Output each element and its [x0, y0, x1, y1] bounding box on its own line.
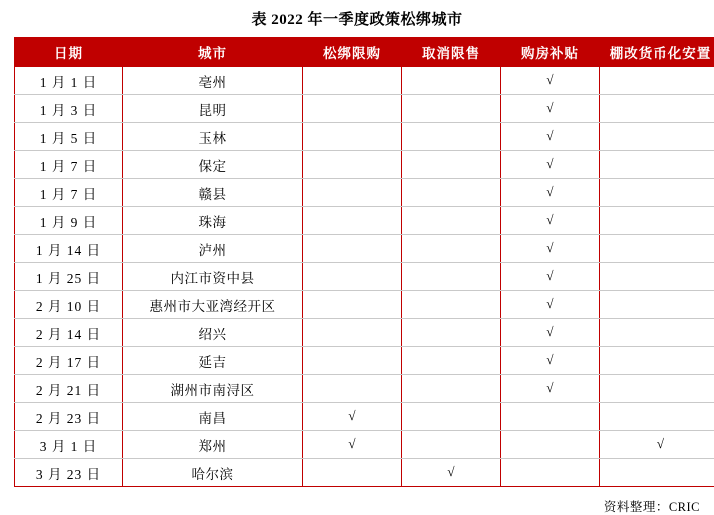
cell-date: 3 月 23 日 [15, 459, 123, 487]
cell-city: 郑州 [123, 431, 303, 459]
check-mark-icon: √ [546, 73, 553, 86]
cell-city: 保定 [123, 151, 303, 179]
table-row [15, 67, 714, 95]
cell-date: 1 月 7 日 [15, 179, 123, 207]
table-row [15, 235, 714, 263]
cell-relax-purchase-limit [303, 95, 402, 123]
table-row [15, 263, 714, 291]
cell-relax-purchase-limit [303, 431, 402, 459]
table-row [15, 151, 714, 179]
check-mark-icon: √ [348, 409, 355, 422]
cell-cancel-sale-limit [402, 235, 501, 263]
check-mark-icon: √ [546, 269, 553, 282]
cell-relax-purchase-limit [303, 263, 402, 291]
cell-relax-purchase-limit [303, 319, 402, 347]
column-header-relax-purchase-limit: 松绑限购 [303, 38, 402, 67]
table-header [15, 38, 714, 67]
cell-purchase-subsidy [501, 235, 600, 263]
cell-city: 绍兴 [123, 319, 303, 347]
cell-cancel-sale-limit [402, 319, 501, 347]
cell-purchase-subsidy [501, 207, 600, 235]
table-row [15, 459, 714, 487]
check-mark-icon: √ [546, 297, 553, 310]
cell-shantytown-monetary-resettlement [600, 459, 714, 487]
cell-relax-purchase-limit [303, 67, 402, 95]
cell-city: 珠海 [123, 207, 303, 235]
column-header-city: 城市 [123, 38, 303, 67]
cell-city: 内江市资中县 [123, 263, 303, 291]
cell-cancel-sale-limit [402, 67, 501, 95]
cell-purchase-subsidy [501, 403, 600, 431]
cell-date: 1 月 7 日 [15, 151, 123, 179]
cell-purchase-subsidy [501, 291, 600, 319]
cell-date: 1 月 5 日 [15, 123, 123, 151]
cell-purchase-subsidy [501, 431, 600, 459]
cell-cancel-sale-limit [402, 207, 501, 235]
cell-shantytown-monetary-resettlement [600, 431, 714, 459]
cell-city: 南昌 [123, 403, 303, 431]
check-mark-icon: √ [546, 241, 553, 254]
cell-shantytown-monetary-resettlement [600, 95, 714, 123]
check-mark-icon: √ [447, 465, 454, 478]
cell-cancel-sale-limit [402, 95, 501, 123]
cell-purchase-subsidy [501, 319, 600, 347]
cell-city: 延吉 [123, 347, 303, 375]
policy-relaxation-table [14, 37, 714, 487]
check-mark-icon: √ [348, 437, 355, 450]
cell-date: 1 月 9 日 [15, 207, 123, 235]
cell-relax-purchase-limit [303, 347, 402, 375]
cell-cancel-sale-limit [402, 291, 501, 319]
cell-cancel-sale-limit [402, 151, 501, 179]
column-header-cancel-sale-limit: 取消限售 [402, 38, 501, 67]
table-row [15, 95, 714, 123]
cell-purchase-subsidy [501, 375, 600, 403]
cell-city: 昆明 [123, 95, 303, 123]
check-mark-icon: √ [546, 101, 553, 114]
cell-date: 2 月 10 日 [15, 291, 123, 319]
cell-relax-purchase-limit [303, 123, 402, 151]
cell-shantytown-monetary-resettlement [600, 123, 714, 151]
cell-shantytown-monetary-resettlement [600, 235, 714, 263]
cell-purchase-subsidy [501, 459, 600, 487]
cell-cancel-sale-limit [402, 403, 501, 431]
cell-relax-purchase-limit [303, 459, 402, 487]
cell-relax-purchase-limit [303, 151, 402, 179]
cell-date: 2 月 23 日 [15, 403, 123, 431]
table-body [15, 67, 714, 487]
cell-date: 1 月 1 日 [15, 67, 123, 95]
cell-shantytown-monetary-resettlement [600, 67, 714, 95]
cell-relax-purchase-limit [303, 179, 402, 207]
cell-cancel-sale-limit [402, 179, 501, 207]
cell-purchase-subsidy [501, 179, 600, 207]
table-row [15, 291, 714, 319]
cell-purchase-subsidy [501, 151, 600, 179]
cell-purchase-subsidy [501, 347, 600, 375]
cell-city: 哈尔滨 [123, 459, 303, 487]
check-mark-icon: √ [546, 157, 553, 170]
cell-shantytown-monetary-resettlement [600, 347, 714, 375]
table-row [15, 375, 714, 403]
table-row [15, 207, 714, 235]
column-header-date: 日期 [15, 38, 123, 67]
source-note: 资料整理：CRIC [14, 497, 700, 515]
page-title: 表 2022 年一季度政策松绑城市 [14, 8, 700, 29]
check-mark-icon: √ [546, 353, 553, 366]
cell-city: 湖州市南浔区 [123, 375, 303, 403]
cell-city: 玉林 [123, 123, 303, 151]
cell-relax-purchase-limit [303, 375, 402, 403]
cell-purchase-subsidy [501, 263, 600, 291]
cell-cancel-sale-limit [402, 431, 501, 459]
cell-cancel-sale-limit [402, 347, 501, 375]
cell-relax-purchase-limit [303, 235, 402, 263]
cell-shantytown-monetary-resettlement [600, 207, 714, 235]
cell-date: 3 月 1 日 [15, 431, 123, 459]
table-row [15, 123, 714, 151]
cell-date: 1 月 14 日 [15, 235, 123, 263]
check-mark-icon: √ [546, 129, 553, 142]
table-row [15, 179, 714, 207]
cell-cancel-sale-limit [402, 263, 501, 291]
cell-date: 2 月 21 日 [15, 375, 123, 403]
check-mark-icon: √ [657, 437, 664, 450]
column-header-shantytown-monetary-resettlement: 棚改货币化安置 [600, 38, 714, 67]
cell-relax-purchase-limit [303, 207, 402, 235]
cell-date: 1 月 3 日 [15, 95, 123, 123]
cell-city: 赣县 [123, 179, 303, 207]
cell-relax-purchase-limit [303, 403, 402, 431]
cell-cancel-sale-limit [402, 123, 501, 151]
cell-shantytown-monetary-resettlement [600, 179, 714, 207]
cell-purchase-subsidy [501, 95, 600, 123]
cell-city: 惠州市大亚湾经开区 [123, 291, 303, 319]
cell-purchase-subsidy [501, 123, 600, 151]
check-mark-icon: √ [546, 185, 553, 198]
cell-cancel-sale-limit [402, 459, 501, 487]
table-header-row [15, 38, 714, 67]
cell-date: 2 月 14 日 [15, 319, 123, 347]
check-mark-icon: √ [546, 325, 553, 338]
cell-cancel-sale-limit [402, 375, 501, 403]
table-row [15, 319, 714, 347]
cell-purchase-subsidy [501, 67, 600, 95]
cell-shantytown-monetary-resettlement [600, 375, 714, 403]
cell-shantytown-monetary-resettlement [600, 319, 714, 347]
column-header-purchase-subsidy: 购房补贴 [501, 38, 600, 67]
cell-shantytown-monetary-resettlement [600, 151, 714, 179]
table-row [15, 431, 714, 459]
cell-relax-purchase-limit [303, 291, 402, 319]
check-mark-icon: √ [546, 213, 553, 226]
cell-date: 2 月 17 日 [15, 347, 123, 375]
cell-city: 泸州 [123, 235, 303, 263]
cell-date: 1 月 25 日 [15, 263, 123, 291]
cell-shantytown-monetary-resettlement [600, 263, 714, 291]
cell-shantytown-monetary-resettlement [600, 291, 714, 319]
table-row [15, 347, 714, 375]
cell-shantytown-monetary-resettlement [600, 403, 714, 431]
cell-city: 亳州 [123, 67, 303, 95]
table-row [15, 403, 714, 431]
check-mark-icon: √ [546, 381, 553, 394]
